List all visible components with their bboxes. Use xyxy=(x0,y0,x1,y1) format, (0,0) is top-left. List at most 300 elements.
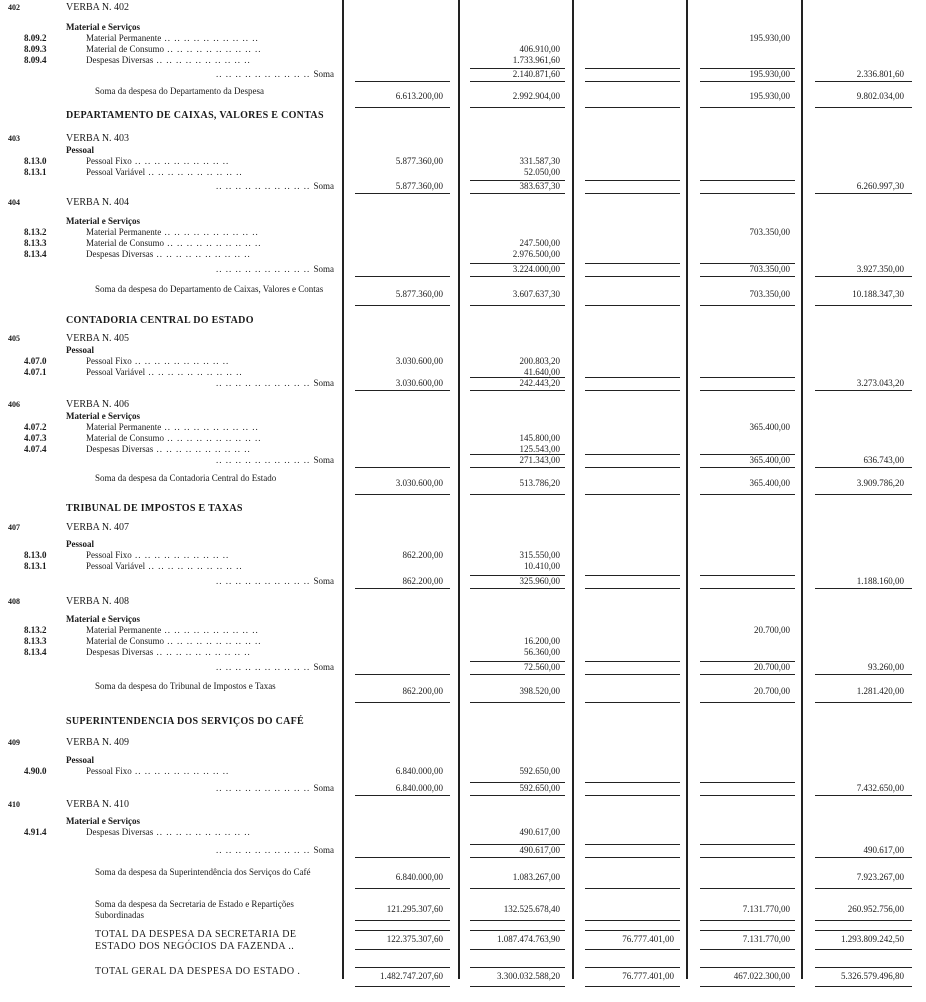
row-label: Pessoal Variável .. .. xyxy=(86,167,334,178)
row-code: 8.09.3 xyxy=(24,44,47,54)
rule-line xyxy=(585,661,680,662)
table-row-verba xyxy=(0,799,926,810)
rule-line xyxy=(470,949,565,950)
rule-line xyxy=(585,674,680,675)
table-row-item xyxy=(0,238,926,249)
amount-c2: 406.910,00 xyxy=(519,44,560,54)
rule-line xyxy=(470,68,565,69)
table-row-group xyxy=(0,755,926,766)
amount-c4: 365.400,00 xyxy=(749,422,790,432)
amount-c1: 3.030.600,00 xyxy=(395,478,443,488)
row-code: 8.13.3 xyxy=(24,238,47,248)
table-row-item xyxy=(0,422,926,433)
amount-c5: 1.293.809.242,50 xyxy=(841,934,904,944)
row-label: Material e Serviços xyxy=(66,22,140,32)
rule-line xyxy=(585,967,680,968)
row-label: Material Permanente .. .. xyxy=(86,625,334,636)
row-label: VERBA N. 404 xyxy=(66,197,130,208)
rule-line xyxy=(470,575,565,576)
rule-line xyxy=(470,467,565,468)
row-code: 406 xyxy=(8,400,20,409)
row-code: 4.07.0 xyxy=(24,356,47,366)
row-label: Despesas Diversas .. .. xyxy=(86,647,334,658)
amount-c5: 7.432.650,00 xyxy=(856,783,904,793)
row-code: 8.13.0 xyxy=(24,550,47,560)
row-label: Material e Serviços xyxy=(66,216,140,226)
row-label: Soma .. .. xyxy=(194,662,334,673)
rule-line xyxy=(700,377,795,378)
rule-line xyxy=(700,795,795,796)
rule-line xyxy=(700,305,795,306)
rule-line xyxy=(700,930,795,931)
rule-line xyxy=(355,276,450,277)
amount-c2: 145.800,00 xyxy=(519,433,560,443)
table-row-item xyxy=(0,55,926,66)
amount-c4: 20.700,00 xyxy=(754,662,790,672)
table-row-total xyxy=(0,966,926,1002)
row-label: Pessoal xyxy=(66,755,94,765)
table-row-soma xyxy=(0,455,926,466)
amount-c5: 3.909.786,20 xyxy=(856,478,904,488)
amount-c4: 703.350,00 xyxy=(749,227,790,237)
row-label: Soma .. .. xyxy=(194,845,334,856)
amount-c2: 242.443,20 xyxy=(519,378,560,388)
amount-c1: 121.295.307,60 xyxy=(386,904,443,914)
amount-c2: 1.733.961,60 xyxy=(512,55,560,65)
amount-c4: 365.400,00 xyxy=(749,478,790,488)
amount-c2: 398.520,00 xyxy=(519,686,560,696)
row-code: 8.13.2 xyxy=(24,227,47,237)
row-label: Soma .. .. xyxy=(194,455,334,466)
row-label: Soma da despesa do Departamento da Despesa xyxy=(95,86,264,96)
rule-line xyxy=(355,888,450,889)
amount-c2: 2.140.871,60 xyxy=(512,69,560,79)
rule-line xyxy=(355,193,450,194)
rule-line xyxy=(355,494,450,495)
row-label: Soma .. .. xyxy=(194,69,334,80)
rule-line xyxy=(470,702,565,703)
rule-line xyxy=(470,857,565,858)
amount-c2: 125.543,00 xyxy=(519,444,560,454)
row-label: Soma da despesa do Departamento de Caixas, Valores e Contas xyxy=(95,284,324,294)
rule-line xyxy=(470,81,565,82)
row-code: 408 xyxy=(8,597,20,606)
amount-c4: 7.131.770,00 xyxy=(742,904,790,914)
table-row-verba xyxy=(0,333,926,344)
rule-line xyxy=(815,193,912,194)
rule-line xyxy=(470,180,565,181)
rule-line xyxy=(470,920,565,921)
rule-line xyxy=(700,454,795,455)
rule-line xyxy=(815,986,912,987)
row-code: 4.07.2 xyxy=(24,422,47,432)
rule-line xyxy=(700,702,795,703)
table-row-group xyxy=(0,614,926,625)
table-row-section xyxy=(0,502,926,515)
row-label: Despesas Diversas .. .. xyxy=(86,444,334,455)
rule-line xyxy=(585,494,680,495)
amount-c3: 76.777.401,00 xyxy=(622,934,674,944)
rule-line xyxy=(700,661,795,662)
amount-c4: 20.700,00 xyxy=(754,686,790,696)
amount-c1: 5.877.360,00 xyxy=(395,181,443,191)
table-row-section xyxy=(0,715,926,728)
amount-c2: 2.976.500,00 xyxy=(512,249,560,259)
rule-line xyxy=(700,263,795,264)
rule-line xyxy=(700,193,795,194)
amount-c2: 56.360,00 xyxy=(524,647,560,657)
rule-line xyxy=(355,702,450,703)
rule-line xyxy=(585,305,680,306)
row-label: Despesas Diversas .. .. xyxy=(86,55,334,66)
row-label: Material de Consumo .. .. xyxy=(86,636,334,647)
row-label: VERBA N. 402 xyxy=(66,2,130,13)
table-row-soma xyxy=(0,69,926,80)
rule-line xyxy=(815,494,912,495)
amount-c2: 41.640,00 xyxy=(524,367,560,377)
rule-line xyxy=(355,930,450,931)
row-code: 8.09.2 xyxy=(24,33,47,43)
rule-line xyxy=(585,930,680,931)
row-code: 8.13.2 xyxy=(24,625,47,635)
amount-c1: 3.030.600,00 xyxy=(395,356,443,366)
rule-line xyxy=(815,702,912,703)
rule-line xyxy=(700,986,795,987)
row-code: 403 xyxy=(8,134,20,143)
row-label: Pessoal Variável .. .. xyxy=(86,561,334,572)
rule-line xyxy=(815,81,912,82)
rule-line xyxy=(355,920,450,921)
rule-line xyxy=(585,702,680,703)
rule-line xyxy=(355,949,450,950)
row-label: Material Permanente .. .. xyxy=(86,227,334,238)
rule-line xyxy=(470,454,565,455)
amount-c2: 10.410,00 xyxy=(524,561,560,571)
amount-c2: 490.617,00 xyxy=(519,845,560,855)
table-row-verba xyxy=(0,596,926,607)
row-code: 409 xyxy=(8,738,20,747)
row-code: 8.13.1 xyxy=(24,561,47,571)
row-label: CONTADORIA CENTRAL DO ESTADO xyxy=(66,315,254,326)
amount-c5: 5.326.579.496,80 xyxy=(841,971,904,981)
table-row-item xyxy=(0,433,926,444)
rule-line xyxy=(585,68,680,69)
row-label: Soma .. .. xyxy=(194,576,334,587)
amount-c2: 247.500,00 xyxy=(519,238,560,248)
rule-line xyxy=(470,844,565,845)
rule-line xyxy=(700,180,795,181)
rule-line xyxy=(585,795,680,796)
rule-line xyxy=(815,857,912,858)
amount-c2: 1.083.267,00 xyxy=(512,872,560,882)
row-label: TOTAL DA DESPESA DA SECRETARIA DE ESTADO DOS NEGÓCIOS DA FAZENDA .. xyxy=(95,929,297,952)
amount-c2: 592.650,00 xyxy=(519,766,560,776)
rule-line xyxy=(815,930,912,931)
amount-c2: 132.525.678,40 xyxy=(503,904,560,914)
row-code: 404 xyxy=(8,198,20,207)
table-row-verba xyxy=(0,197,926,208)
amount-c1: 862.200,00 xyxy=(402,550,443,560)
rule-line xyxy=(585,844,680,845)
rule-line xyxy=(585,986,680,987)
amount-c1: 5.877.360,00 xyxy=(395,156,443,166)
rule-line xyxy=(585,588,680,589)
amount-c5: 7.923.267,00 xyxy=(856,872,904,882)
rule-line xyxy=(470,674,565,675)
rule-line xyxy=(700,844,795,845)
amount-c3: 76.777.401,00 xyxy=(622,971,674,981)
table-row-verba xyxy=(0,522,926,533)
row-code: 8.13.3 xyxy=(24,636,47,646)
amount-c5: 6.260.997,30 xyxy=(856,181,904,191)
table-row-verba xyxy=(0,737,926,748)
row-label: Material e Serviços xyxy=(66,411,140,421)
row-label: DEPARTAMENTO DE CAIXAS, VALORES E CONTAS xyxy=(66,110,324,121)
rule-line xyxy=(470,263,565,264)
table-row-section xyxy=(0,109,926,122)
amount-c4: 467.022.300,00 xyxy=(733,971,790,981)
rule-line xyxy=(585,949,680,950)
table-row-item xyxy=(0,227,926,238)
table-row-soma xyxy=(0,264,926,275)
row-code: 8.13.1 xyxy=(24,167,47,177)
amount-c4: 195.930,00 xyxy=(749,33,790,43)
row-label: Soma .. .. xyxy=(194,378,334,389)
rule-line xyxy=(585,377,680,378)
amount-c2: 200.803,20 xyxy=(519,356,560,366)
rule-line xyxy=(815,920,912,921)
amount-c5: 10.188.347,30 xyxy=(852,289,904,299)
row-code: 4.07.4 xyxy=(24,444,47,454)
row-label: VERBA N. 407 xyxy=(66,522,130,533)
amount-c5: 3.273.043,20 xyxy=(856,378,904,388)
row-code: 410 xyxy=(8,800,20,809)
table-row-verba xyxy=(0,133,926,144)
amount-c4: 365.400,00 xyxy=(749,455,790,465)
rule-line xyxy=(355,81,450,82)
rule-line xyxy=(700,888,795,889)
table-row-subtotal xyxy=(0,681,926,703)
amount-c2: 2.992.904,00 xyxy=(512,91,560,101)
amount-c5: 3.927.350,00 xyxy=(856,264,904,274)
amount-c2: 383.637,30 xyxy=(519,181,560,191)
amount-c5: 1.188.160,00 xyxy=(856,576,904,586)
table-row-verba xyxy=(0,2,926,13)
rule-line xyxy=(815,674,912,675)
rule-line xyxy=(585,782,680,783)
row-label: Soma da despesa da Superintendência dos Serviços do Café xyxy=(95,867,311,877)
rule-line xyxy=(470,193,565,194)
row-code: 8.13.4 xyxy=(24,249,47,259)
rule-line xyxy=(700,390,795,391)
table-row-group xyxy=(0,216,926,227)
amount-c2: 3.607.637,30 xyxy=(512,289,560,299)
rule-line xyxy=(585,575,680,576)
table-row-subtotal xyxy=(0,473,926,495)
row-label: Pessoal Fixo .. .. xyxy=(86,550,334,561)
row-label: VERBA N. 406 xyxy=(66,399,130,410)
row-code: 402 xyxy=(8,3,20,12)
rule-line xyxy=(585,467,680,468)
table-row-item xyxy=(0,625,926,636)
rule-line xyxy=(585,454,680,455)
table-row-item xyxy=(0,33,926,44)
amount-c1: 862.200,00 xyxy=(402,576,443,586)
row-code: 407 xyxy=(8,523,20,532)
amount-c2: 592.650,00 xyxy=(519,783,560,793)
rule-line xyxy=(470,390,565,391)
row-label: Material de Consumo .. .. xyxy=(86,44,334,55)
amount-c2: 1.087.474.763,90 xyxy=(497,934,560,944)
rule-line xyxy=(585,81,680,82)
amount-c1: 6.840.000,00 xyxy=(395,766,443,776)
rule-line xyxy=(815,467,912,468)
table-row-subtotal xyxy=(0,867,926,889)
row-label: Pessoal Variável .. .. xyxy=(86,367,334,378)
rule-line xyxy=(700,467,795,468)
row-label: Soma .. .. xyxy=(194,181,334,192)
table-row-item xyxy=(0,44,926,55)
table-row-item xyxy=(0,827,926,838)
rule-line xyxy=(700,68,795,69)
rule-line xyxy=(700,276,795,277)
rule-line xyxy=(585,180,680,181)
amount-c1: 3.030.600,00 xyxy=(395,378,443,388)
rule-line xyxy=(815,588,912,589)
rule-line xyxy=(355,305,450,306)
rule-line xyxy=(815,107,912,108)
row-label: VERBA N. 403 xyxy=(66,133,130,144)
amount-c2: 331.587,30 xyxy=(519,156,560,166)
row-label: Pessoal xyxy=(66,539,94,549)
rule-line xyxy=(470,795,565,796)
rule-line xyxy=(355,390,450,391)
rule-line xyxy=(585,888,680,889)
amount-c1: 5.877.360,00 xyxy=(395,289,443,299)
table-row-item xyxy=(0,647,926,658)
row-label: Soma da despesa da Secretaria de Estado e Repartições Subordinadas xyxy=(95,899,294,920)
row-label: Despesas Diversas .. .. xyxy=(86,827,334,838)
rule-line xyxy=(470,782,565,783)
amount-c2: 315.550,00 xyxy=(519,550,560,560)
row-label: Pessoal Fixo .. .. xyxy=(86,156,334,167)
rule-line xyxy=(700,967,795,968)
rule-line xyxy=(700,81,795,82)
row-code: 8.13.0 xyxy=(24,156,47,166)
row-label: Pessoal xyxy=(66,345,94,355)
rule-line xyxy=(470,377,565,378)
rule-line xyxy=(355,967,450,968)
rule-line xyxy=(700,920,795,921)
table-row-group xyxy=(0,22,926,33)
amount-c5: 9.802.034,00 xyxy=(856,91,904,101)
amount-c5: 636.743,00 xyxy=(863,455,904,465)
rule-line xyxy=(355,107,450,108)
rule-line xyxy=(815,276,912,277)
table-row-item xyxy=(0,356,926,367)
amount-c4: 703.350,00 xyxy=(749,289,790,299)
amount-c2: 271.343,00 xyxy=(519,455,560,465)
table-row-soma xyxy=(0,181,926,192)
rule-line xyxy=(815,967,912,968)
row-label: Material e Serviços xyxy=(66,614,140,624)
rule-line xyxy=(355,795,450,796)
rule-line xyxy=(700,575,795,576)
rule-line xyxy=(355,588,450,589)
table-row-soma xyxy=(0,378,926,389)
table-row-item xyxy=(0,167,926,178)
row-label: Pessoal xyxy=(66,145,94,155)
amount-c2: 3.224.000,00 xyxy=(512,264,560,274)
row-code: 4.07.3 xyxy=(24,433,47,443)
table-row-total xyxy=(0,929,926,965)
rule-line xyxy=(700,857,795,858)
row-code: 4.07.1 xyxy=(24,367,47,377)
table-row-item xyxy=(0,766,926,777)
table-row-subtotal xyxy=(0,86,926,108)
rule-line xyxy=(585,193,680,194)
rule-line xyxy=(585,263,680,264)
rule-line xyxy=(470,967,565,968)
row-label: Soma .. .. xyxy=(194,783,334,794)
amount-c5: 93.260,00 xyxy=(868,662,904,672)
row-label: VERBA N. 410 xyxy=(66,799,130,810)
rule-line xyxy=(815,795,912,796)
table-row-soma xyxy=(0,845,926,856)
amount-c5: 260.952.756,00 xyxy=(847,904,904,914)
row-code: 4.91.4 xyxy=(24,827,47,837)
row-code: 8.09.4 xyxy=(24,55,47,65)
rule-line xyxy=(585,107,680,108)
table-row-group xyxy=(0,816,926,827)
amount-c2: 490.617,00 xyxy=(519,827,560,837)
row-label: Material e Serviços xyxy=(66,816,140,826)
amount-c2: 513.786,20 xyxy=(519,478,560,488)
rule-line xyxy=(815,305,912,306)
row-label: TOTAL GERAL DA DESPESA DO ESTADO . xyxy=(95,966,301,977)
rule-line xyxy=(355,986,450,987)
amount-c4: 195.930,00 xyxy=(749,69,790,79)
row-label: Pessoal Fixo .. .. xyxy=(86,766,334,777)
table-row-item xyxy=(0,156,926,167)
table-row-subtotal xyxy=(0,284,926,306)
table-row-soma xyxy=(0,783,926,794)
table-row-verba xyxy=(0,399,926,410)
amount-c4: 20.700,00 xyxy=(754,625,790,635)
amount-c4: 7.131.770,00 xyxy=(742,934,790,944)
amount-c2: 325.960,00 xyxy=(519,576,560,586)
row-label: SUPERINTENDENCIA DOS SERVIÇOS DO CAFÉ xyxy=(66,716,305,727)
rule-line xyxy=(355,467,450,468)
amount-c5: 1.281.420,00 xyxy=(856,686,904,696)
row-label: Soma da despesa da Contadoria Central do Estado xyxy=(95,473,277,483)
table-row-group xyxy=(0,539,926,550)
row-code: 4.90.0 xyxy=(24,766,47,776)
table-row-soma xyxy=(0,662,926,673)
amount-c4: 703.350,00 xyxy=(749,264,790,274)
row-label: Material Permanente .. .. xyxy=(86,33,334,44)
amount-c5: 490.617,00 xyxy=(863,845,904,855)
amount-c2: 3.300.032.588,20 xyxy=(497,971,560,981)
amount-c1: 1.482.747.207,60 xyxy=(380,971,443,981)
row-label: VERBA N. 405 xyxy=(66,333,130,344)
table-row-group xyxy=(0,411,926,422)
amount-c1: 6.613.200,00 xyxy=(395,91,443,101)
row-label: Material Permanente .. .. xyxy=(86,422,334,433)
amount-c1: 122.375.307,60 xyxy=(386,934,443,944)
amount-c1: 862.200,00 xyxy=(402,686,443,696)
table-row-soma xyxy=(0,576,926,587)
